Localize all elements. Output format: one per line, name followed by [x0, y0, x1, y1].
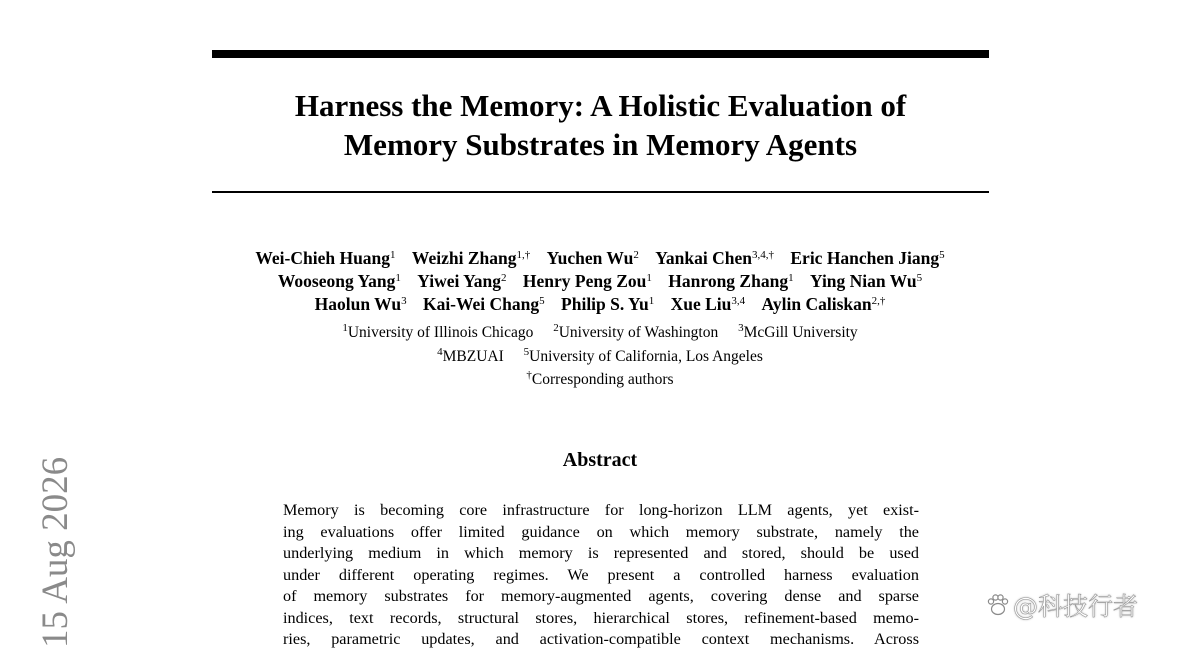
- abstract-heading: Abstract: [562, 449, 638, 471]
- paper-title: [212, 86, 989, 164]
- title-line-1: Harness the Memory: A Holistic Evaluation of: [294, 88, 907, 123]
- affiliation: $^5$University of California, Los Angeles: [523, 345, 763, 365]
- affiliation: $^1$University of Illinois Chicago: [342, 322, 534, 341]
- author: Henry Peng Zou$^1$: [522, 271, 652, 291]
- corresponding-note: †Corresponding authors: [526, 369, 674, 388]
- author-line: [200, 293, 1000, 316]
- title-bottom-rule: [212, 191, 989, 193]
- affiliation-list: [200, 321, 1000, 392]
- author-line: [200, 270, 1000, 293]
- author: Yankai Chen$^{3,4,\dagger}$: [655, 248, 774, 268]
- author: Eric Hanchen Jiang$^5$: [790, 248, 945, 268]
- top-rule: [212, 50, 989, 58]
- abstract-line: underlying medium in which memory is represented and stored, should be used: [283, 544, 919, 562]
- affiliation: $^4$MBZUAI: [437, 345, 504, 365]
- author: Wooseong Yang$^1$: [277, 271, 401, 291]
- author: Weizhi Zhang$^{1,\dagger}$: [411, 248, 531, 268]
- title-line-2: Memory Substrates in Memory Agents: [343, 127, 858, 162]
- source-watermark: [985, 588, 1138, 622]
- author-line: [200, 247, 1000, 270]
- author: Haolun Wu$^3$: [314, 294, 407, 314]
- author: Hanrong Zhang$^1$: [668, 271, 794, 291]
- watermark-text: @科技行者: [1013, 592, 1139, 621]
- arxiv-side-stamp: 15 Aug 2026: [35, 456, 76, 648]
- author: Philip S. Yu$^1$: [561, 294, 655, 314]
- affiliation-line: [200, 345, 1000, 369]
- affiliation: $^3$McGill University: [738, 322, 858, 341]
- abstract-line: under different operating regimes. We present a controlled harness evaluation: [283, 565, 919, 584]
- abstract-line: indices, text records, structural stores, hierarchical stores, refinement-based memo-: [283, 608, 919, 627]
- abstract-line: ries, parametric updates, and activation-compatible context mechanisms. Across: [283, 630, 919, 648]
- author: Ying Nian Wu$^5$: [809, 271, 923, 291]
- paw-logo-icon: [985, 592, 1011, 618]
- affiliation-line: [200, 321, 1000, 345]
- abstract-line: of memory substrates for memory-augmented agents, covering dense and sparse: [283, 587, 919, 605]
- author-list: [200, 247, 1000, 316]
- affiliation: $^2$University of Washington: [553, 322, 719, 341]
- author: Kai-Wei Chang$^5$: [422, 294, 545, 314]
- author: Xue Liu$^{3,4}$: [670, 294, 746, 314]
- abstract-line: Memory is becoming core infrastructure for long-horizon LLM agents, yet exist-: [283, 501, 919, 519]
- abstract-line: ing evaluations offer limited guidance on which memory substrate, namely the: [283, 522, 919, 541]
- abstract-text: [283, 500, 919, 651]
- author: Yiwei Yang$^2$: [417, 271, 507, 291]
- affiliation-line: [200, 368, 1000, 392]
- author: Aylin Caliskan$^{2,\dagger}$: [761, 294, 886, 314]
- author: Yuchen Wu$^2$: [546, 248, 639, 268]
- author: Wei-Chieh Huang$^1$: [255, 248, 396, 268]
